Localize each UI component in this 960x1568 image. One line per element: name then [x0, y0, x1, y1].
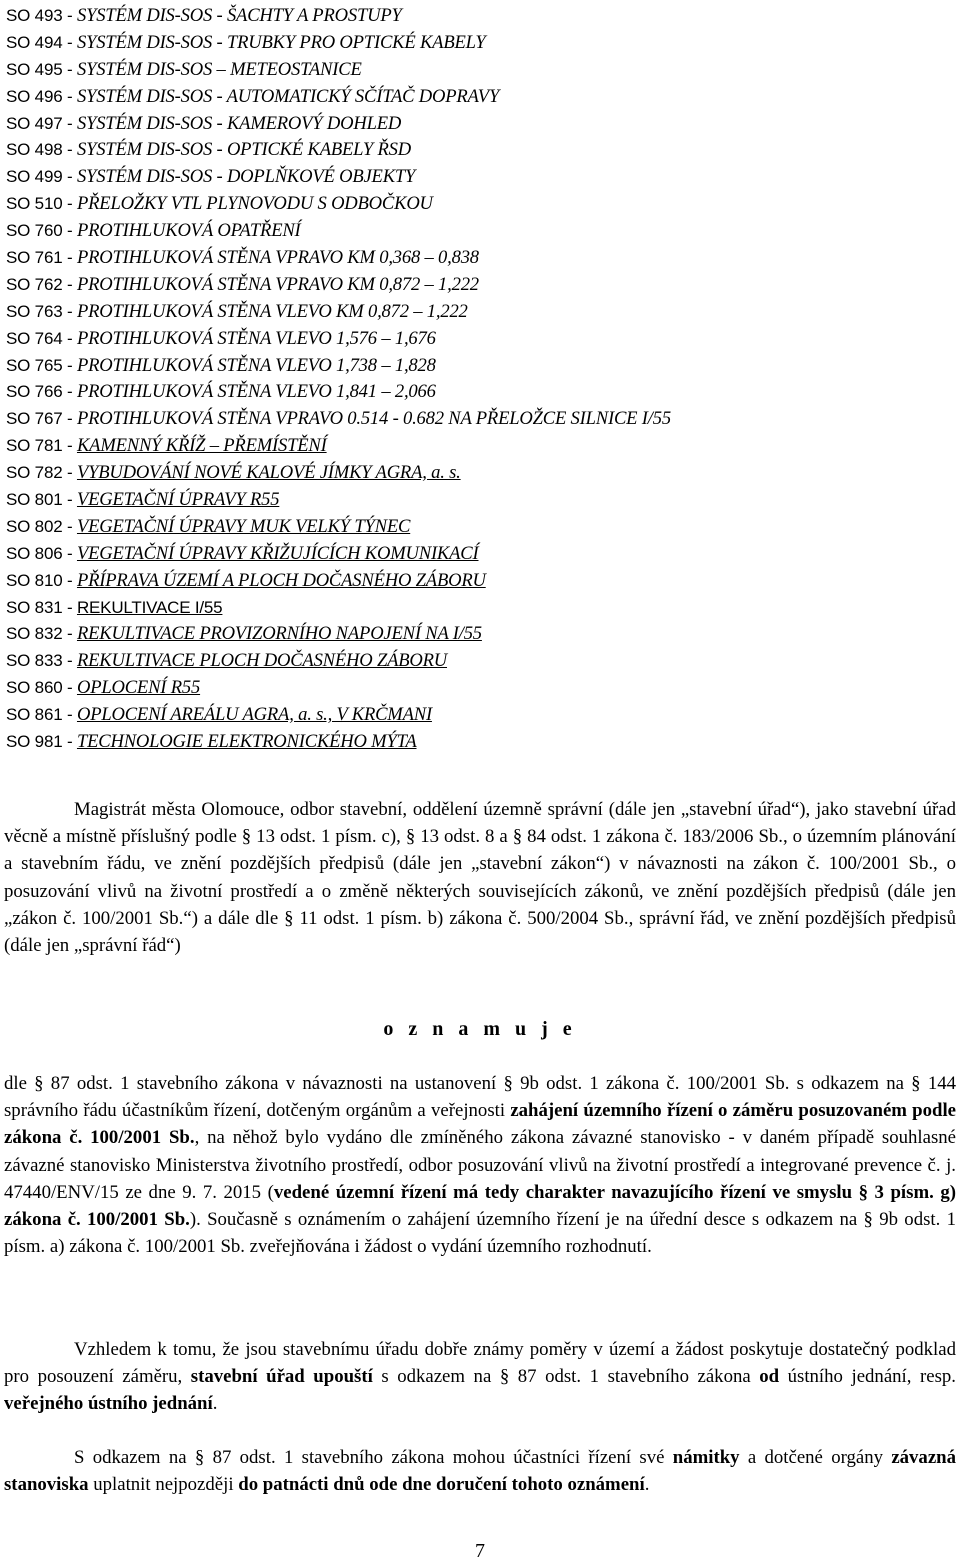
so-list-item: [6, 137, 956, 164]
so-name: PROTIHLUKOVÁ STĚNA VLEVO 1,841 – 2,066: [76, 381, 436, 403]
so-code: SO 802 -: [6, 516, 77, 536]
hearing-text-2: s odkazem na § 87 odst. 1 stavebního zákona: [372, 1366, 760, 1388]
so-code: SO 494 -: [6, 32, 77, 52]
so-code: SO 765 -: [6, 355, 77, 375]
so-name: OPLOCENÍ R55: [76, 677, 201, 699]
so-name: PŘELOŽKY VTL PLYNOVODU S ODBOČKOU: [76, 193, 433, 215]
so-list-item: [6, 245, 956, 272]
deadline-text-3: uplatnit nejpozději: [88, 1474, 239, 1496]
deadline-bold-1: námitky: [672, 1447, 740, 1468]
hearing-bold-3: veřejného ústního jednání: [4, 1393, 213, 1415]
deadline-text-2: a dotčené orgány: [739, 1447, 892, 1468]
so-code: SO 781 -: [6, 436, 77, 456]
so-code: SO 806 -: [6, 543, 77, 563]
so-name: SYSTÉM DIS-SOS - ŠACHTY A PROSTUPY: [76, 5, 402, 26]
so-name: REKULTIVACE PROVIZORNÍHO NAPOJENÍ NA I/55: [76, 623, 482, 645]
so-code: SO 761 -: [6, 248, 77, 268]
so-list-item: [6, 514, 956, 541]
so-list-item: [6, 621, 956, 648]
so-code: SO 766 -: [6, 382, 77, 402]
so-code: SO 497 -: [6, 113, 77, 133]
so-code: SO 763 -: [6, 301, 77, 321]
so-name: VEGETAČNÍ ÚPRAVY R55: [76, 489, 280, 511]
so-list-item: [6, 675, 956, 702]
so-code: SO 810 -: [6, 570, 77, 590]
so-name: PŘÍPRAVA ÚZEMÍ A PLOCH DOČASNÉHO ZÁBORU: [76, 569, 486, 591]
so-list-item: [6, 648, 956, 675]
so-list-item: [6, 568, 956, 595]
hearing-paragraph: [4, 1336, 956, 1418]
main-text-2: , na něhož bylo vydáno dle zmíněného zákona závazné stanovisko - v daném případě souhlasné závazné stanovisko Ministerstva životního prostředí, odbor posuzování vlivů na životní prostředí a integrované prevence č. j. 47440/ENV/15 ze dne 9. 7. 2015 (: [4, 1127, 956, 1203]
so-name: SYSTÉM DIS-SOS - TRUBKY PRO OPTICKÉ KABELY: [76, 31, 486, 53]
so-name: PROTIHLUKOVÁ STĚNA VPRAVO KM 0,872 – 1,222: [76, 273, 479, 295]
so-list-item: [6, 218, 956, 245]
so-list-item: [6, 353, 956, 380]
so-code: SO 831 -: [6, 597, 77, 617]
page-number: 7: [475, 1540, 485, 1562]
so-name: PROTIHLUKOVÁ OPATŘENÍ: [76, 220, 301, 242]
so-list-item: [6, 164, 956, 191]
so-code: SO 861 -: [6, 705, 77, 725]
so-list-item: [6, 406, 956, 433]
so-list-item: [6, 433, 956, 460]
so-code: SO 510 -: [6, 194, 77, 214]
hearing-text-1: Vzhledem k tomu, že jsou stavebnímu úřadu dobře známy poměry v území a žádost poskytuje dostatečný podklad pro posouzení záměru,: [4, 1339, 956, 1388]
so-name: REKULTIVACE PLOCH DOČASNÉHO ZÁBORU: [76, 650, 448, 672]
so-code: SO 495 -: [6, 59, 77, 79]
deadline-text-4: .: [644, 1474, 650, 1496]
so-name: KAMENNÝ KŘÍŽ – PŘEMÍSTĚNÍ: [76, 435, 327, 457]
so-list-item: [6, 272, 956, 299]
so-list-item: [6, 111, 956, 138]
so-name: PROTIHLUKOVÁ STĚNA VLEVO KM 0,872 – 1,222: [76, 300, 468, 322]
hearing-text-3: ústního jednání, resp.: [779, 1366, 956, 1388]
main-paragraph: [4, 1070, 956, 1260]
so-list-item: [6, 487, 956, 514]
intro-text: Magistrát města Olomouce, odbor stavební, oddělení územně správní (dále jen „stavební úřad“), jako stavební úřad věcně a místně příslušný podle § 13 odst. 1 písm. c), § 13 odst. 8 a § 84 odst. 1 zákona č. 183/2006 Sb., o územním plánování a stavebním řádu, ve znění pozdějších předpisů (dále jen „stavební zákon“) v návaznosti na zákon č. 100/2001 Sb., o posuzování vlivů na životní prostředí a o změně některých souvisejících zákonů, ve znění pozdějších předpisů (dále jen „zákon č. 100/2001 Sb.“) a dále dle § 11 odst. 1 písm. b) zákona č. 500/2004 Sb., správní řád, ve znění pozdějších předpisů (dále jen „správní řád“): [4, 799, 956, 957]
so-list-item: [6, 595, 956, 622]
so-list-item: [6, 729, 956, 756]
so-list-item: [6, 541, 956, 568]
deadline-text-1: S odkazem na § 87 odst. 1 stavebního zákona mohou účastníci řízení své: [74, 1447, 673, 1468]
intro-paragraph: [4, 796, 956, 959]
so-name: SYSTÉM DIS-SOS – METEOSTANICE: [76, 58, 362, 80]
main-text-1: dle § 87 odst. 1 stavebního zákona v návaznosti na ustanovení § 9b odst. 1 zákona č. 100/2001 Sb. s odkazem na § 144 správního řádu účastníkům řízení, dotčeným orgánům a veřejnosti: [4, 1073, 956, 1122]
so-name: PROTIHLUKOVÁ STĚNA VPRAVO KM 0,368 – 0,838: [76, 247, 479, 269]
main-bold-2: vedené územní řízení má tedy charakter navazujícího řízení ve smyslu § 3 písm. g) zákona č. 100/2001 Sb.: [4, 1181, 956, 1231]
so-name: PROTIHLUKOVÁ STĚNA VPRAVO 0.514 - 0.682 NA PŘELOŽCE SILNICE I/55: [76, 408, 671, 430]
so-list-item: [6, 299, 956, 326]
hearing-text-4: .: [212, 1393, 218, 1415]
deadline-bold-2: závazná stanoviska: [4, 1447, 956, 1496]
so-name: SYSTÉM DIS-SOS - DOPLŇKOVÉ OBJEKTY: [76, 166, 416, 188]
so-code: SO 767 -: [6, 409, 77, 429]
so-list-item: [6, 326, 956, 353]
so-name: OPLOCENÍ AREÁLU AGRA, a. s., V KRČMANI: [76, 704, 432, 726]
so-name: SYSTÉM DIS-SOS - AUTOMATICKÝ SČÍTAČ DOPRAVY: [76, 85, 500, 107]
so-list-item: [6, 3, 956, 30]
so-list-item: [6, 191, 956, 218]
so-code: SO 782 -: [6, 463, 77, 483]
so-list-item: [6, 702, 956, 729]
so-list-item: [6, 84, 956, 111]
so-code: SO 496 -: [6, 86, 77, 106]
so-code: SO 860 -: [6, 678, 77, 698]
so-name: PROTIHLUKOVÁ STĚNA VLEVO 1,576 – 1,676: [76, 327, 436, 349]
so-code: SO 764 -: [6, 328, 77, 348]
so-object-list: [6, 3, 956, 756]
so-list-item: [6, 57, 956, 84]
main-text-3: ). Současně s oznámením o zahájení územního řízení je na úřední desce s odkazem na § 9b odst. 1 písm. a) zákona č. 100/2001 Sb. zveřejňována i žádost o vydání územního rozhodnutí.: [4, 1209, 956, 1258]
so-code: SO 832 -: [6, 624, 77, 644]
so-code: SO 493 -: [6, 6, 77, 25]
so-name: PROTIHLUKOVÁ STĚNA VLEVO 1,738 – 1,828: [76, 354, 436, 376]
so-name: SYSTÉM DIS-SOS - KAMEROVÝ DOHLED: [76, 112, 402, 134]
deadline-paragraph: [4, 1444, 956, 1498]
so-code: SO 499 -: [6, 167, 77, 187]
so-code: SO 833 -: [6, 651, 77, 671]
so-name: VYBUDOVÁNÍ NOVÉ KALOVÉ JÍMKY AGRA, a. s.: [76, 462, 461, 484]
hearing-bold-1: stavební úřad upouští: [190, 1366, 373, 1388]
so-list-item: [6, 379, 956, 406]
so-list-item: [6, 460, 956, 487]
so-name: VEGETAČNÍ ÚPRAVY MUK VELKÝ TÝNEC: [76, 515, 411, 537]
so-code: SO 498 -: [6, 140, 77, 160]
hearing-bold-2: od: [759, 1366, 780, 1388]
deadline-bold-3: do patnácti dnů ode dne doručení tohoto oznámení: [238, 1474, 645, 1496]
so-code: SO 762 -: [6, 274, 77, 294]
so-code: SO 801 -: [6, 490, 77, 510]
so-name: REKULTIVACE I/55: [76, 597, 223, 617]
so-name: TECHNOLOGIE ELEKTRONICKÉHO MÝTA: [76, 731, 417, 753]
so-code: SO 981 -: [6, 732, 77, 752]
so-code: SO 760 -: [6, 221, 77, 241]
so-name: SYSTÉM DIS-SOS - OPTICKÉ KABELY ŘSD: [76, 139, 412, 161]
so-name: VEGETAČNÍ ÚPRAVY KŘIŽUJÍCÍCH KOMUNIKACÍ: [76, 542, 479, 564]
main-bold-1: zahájení územního řízení o záměru posuzovaném podle zákona č. 100/2001 Sb.: [4, 1100, 957, 1149]
document-title: o z n a m u j e: [383, 1018, 577, 1040]
so-list-item: [6, 30, 956, 57]
